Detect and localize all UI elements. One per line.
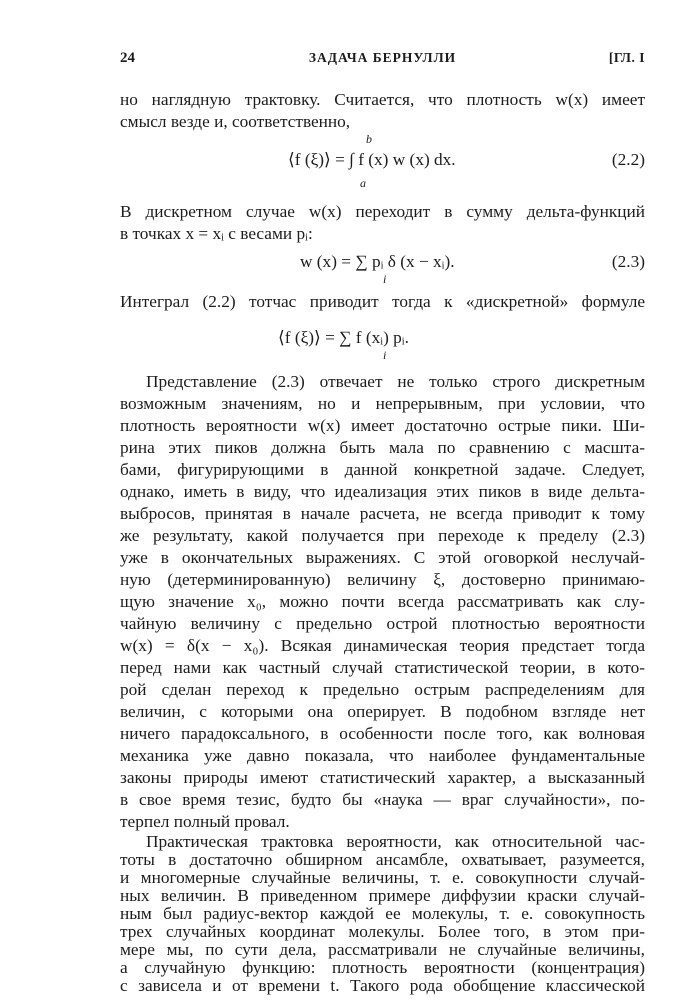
text-line: Практическая трактовка вероятности, как относительной час- [146,832,645,851]
sum-index: i [383,272,387,286]
running-title: ЗАДАЧА БЕРНУЛЛИ [308,50,457,65]
text-line: рой сделан переход к предельно острым распределениям для [120,680,645,699]
running-header [120,50,645,72]
text-line: же результату, какой получается при переходе к пределу (2.3) [120,526,645,545]
text-line: ную (детерминированную) величину ξ, достоверно принимаю- [120,570,645,589]
text-line: ничего парадоксального, в особенности после того, как волновая [120,724,645,743]
text-line: плотность вероятности w(x) имеет достаточно острые пики. Ши- [120,416,645,435]
text-line: однако, иметь в виду, что идеализация этих пиков в виде дельта- [120,482,645,501]
equation-number-2-2: (2.2) [611,150,645,169]
text-line: уже в окончательных выражениях. С этой оговоркой неслучай- [120,548,645,567]
equation-discrete: ⟨f (ξ)⟩ = ∑ f (xᵢ) pᵢ. [278,328,409,347]
text-line: бами, фигурирующими в данной конкретной задаче. Следует, [120,460,645,479]
sum-index: i [383,348,387,362]
integral-upper-limit: b [366,132,372,146]
text-line: механика уже давно показала, что наиболее фундаментальные [120,746,645,765]
text-line: возможным значениям, но и непрерывным, при условии, что [120,394,645,413]
text-line: но наглядную трактовку. Считается, что плотность w(x) имеет [120,90,645,109]
text-line: В дискретном случае w(x) переходит в сумму дельта-функций [120,202,645,221]
text-line: ных величин. В приведенном примере диффузии краски случай- [120,886,645,905]
text-line: c зависела и от времени t. Такого рода обобщение классической [120,976,645,995]
text-line: в свое время тезис, будто бы «наука — враг случайности», по- [120,790,645,809]
text-line: мере мы, по сути дела, рассматривали не случайные величины, [120,940,645,959]
text-line: щую значение x₀, можно почти всегда рассматривать как слу- [120,592,645,611]
chapter-label: [ГЛ. I [608,50,645,65]
text-line: и многомерные случайные величины, т. е. совокупности случай- [120,868,645,887]
text-line: Представление (2.3) отвечает не только строго дискретным [146,372,645,391]
text-line: законы природы имеют статистический характер, а высказанный [120,768,645,787]
integral-lower-limit: a [360,176,366,190]
text-line: а случайную функцию: плотность вероятности (концентрация) [120,958,645,977]
text-line: смысл везде и, соответственно, [120,112,351,131]
text-line: чайную величину с предельно острой плотностью вероятности [120,614,645,633]
text-line: w(x) = δ(x − x₀). Всякая динамическая теория предстает тогда [120,636,645,655]
text-line: выбросов, принятая в начале расчета, не всегда приводит к тому [120,504,645,523]
equation-2-3: w (x) = ∑ pᵢ δ (x − xᵢ). [300,252,455,271]
text-line: Интеграл (2.2) тотчас приводит тогда к «дискретной» формуле [120,292,645,311]
equation-number-2-3: (2.3) [611,252,645,271]
page-number: 24 [120,50,135,66]
text-line: трех случайных координат молекулы. Более того, в этом при- [120,922,645,941]
equation-2-2: ⟨f (ξ)⟩ = ∫ f (x) w (x) dx. [288,150,456,169]
text-line: в точках x = xᵢ с весами pᵢ: [120,224,313,243]
text-line: рина этих пиков должна быть мала по сравнению с масшта- [120,438,645,457]
text-line: величин, с которыми она оперирует. В подобном взгляде нет [120,702,645,721]
text-line: тоты в достаточно обширном ансамбле, охватывает, разумеется, [120,850,645,869]
text-line: ным был радиус-вектор каждой ее молекулы, т. е. совокупность [120,904,645,923]
text-line: перед нами как частный случай статистической теории, в кото- [120,658,645,677]
text-line: терпел полный провал. [120,812,290,831]
